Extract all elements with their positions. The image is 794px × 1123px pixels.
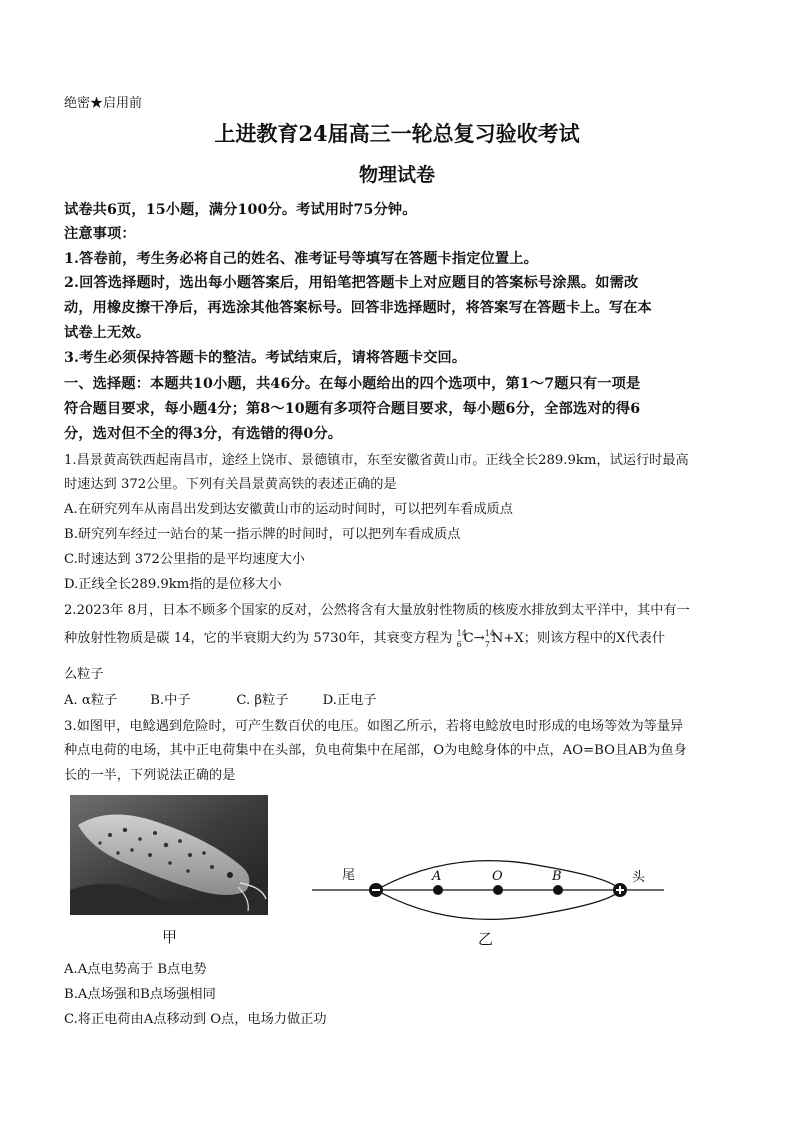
note-3: 3.考生必须保持答题卡的整洁。考试结束后，请将答题卡交回。	[64, 350, 467, 366]
section-1-line-2: 符合题目要求，每小题4分；第8～10题有多项符合题目要求，每小题6分，全部选对的得6	[64, 401, 641, 417]
tail-label: 尾	[342, 868, 356, 883]
q1-option-d: D.正线全长289.9km指的是位移大小	[64, 577, 282, 592]
q1-option-c: C.时速达到 372公里指的是平均速度大小	[64, 552, 305, 567]
nitrogen-isotope-numbers: 14 7	[484, 628, 495, 649]
q3-option-a: A.A点电势高于 B点电势	[64, 962, 207, 977]
carbon-isotope-numbers: 14 6	[456, 628, 467, 649]
q3-stem-line-3: 长的一半，下列说法正确的是	[64, 768, 236, 783]
exam-title: 上进教育24届高三一轮总复习验收考试	[214, 121, 580, 146]
q3-option-b: B.A点场强和B点场强相同	[64, 987, 216, 1002]
section-1-line-3: 分，选对但不全的得3分，有选错的得0分。	[64, 426, 343, 442]
point-o-label: O	[492, 869, 503, 884]
nitrogen-symbol: N	[491, 631, 504, 646]
q1-stem-line-1: 1.昌景黄高铁西起南昌市，途经上饶市、景德镇市，东至安徽省黄山市。正线全长289.9km，试运行时最高	[64, 453, 689, 468]
q3-stem-line-2: 种点电荷的电场，其中正电荷集中在头部，负电荷集中在尾部，O为电鲶身体的中点，AO=BO且AB为鱼身	[64, 743, 687, 758]
q3-option-c: C.将正电荷由A点移动到 O点，电场力做正功	[64, 1012, 327, 1027]
q2-stem-post: ；则该方程中的X代表什	[523, 631, 666, 646]
q1-option-a: A.在研究列车从南昌出发到达安徽黄山市的运动时间时，可以把列车看成质点	[64, 502, 513, 517]
note-1: 1.答卷前，考生务必将自己的姓名、准考证号等填写在答题卡指定位置上。	[64, 251, 538, 267]
figure-yi-label: 乙	[478, 930, 494, 948]
point-b-dot	[553, 885, 563, 895]
carbon-symbol: C	[463, 631, 474, 646]
notes-title: 注意事项：	[64, 226, 136, 242]
q2-stem-line-2	[64, 627, 734, 648]
q2-options	[64, 689, 734, 708]
head-label: 头	[632, 870, 646, 885]
plus-sign-v	[619, 886, 621, 894]
q2-option-c: C. β粒子	[236, 693, 289, 708]
confidential-label: 绝密★启用前	[64, 96, 143, 111]
q1-option-b: B.研究列车经过一站台的某一指示牌的时间时，可以把列车看成质点	[64, 527, 461, 542]
point-b-label: B	[552, 869, 562, 884]
q2-stem-pre: 种放射性物质是碳 14，它的半衰期大约为 5730年，其衰变方程为	[64, 631, 453, 646]
q1-stem-line-2: 时速达到 372公里。下列有关昌景黄高铁的表述正确的是	[64, 477, 397, 492]
minus-sign-icon	[372, 889, 380, 891]
catfish-photo	[70, 795, 268, 915]
point-o-dot	[493, 885, 503, 895]
decay-arrow: →	[473, 631, 485, 646]
exam-summary: 试卷共6页，15小题，满分100分。考试用时75分钟。	[64, 202, 417, 218]
note-2-line-2: 动，用橡皮擦干净后，再选涂其他答案标号。回答非选择题时，将答案写在答题卡上。写在本	[64, 300, 652, 316]
q2-option-a: A. α粒子	[64, 693, 118, 708]
point-a-dot	[433, 885, 443, 895]
figure-jia-label: 甲	[162, 928, 178, 946]
q2-stem-line-1: 2.2023年 8月，日本不顾多个国家的反对，公然将含有大量放射性物质的核废水排放到太平洋中，其中有一	[64, 603, 690, 618]
q2-option-d: D.正电子	[322, 693, 377, 708]
subject-title: 物理试卷	[358, 164, 435, 186]
point-a-label: A	[432, 869, 442, 884]
note-2-line-3: 试卷上无效。	[64, 325, 151, 341]
section-1-line-1: 一、选择题：本题共10小题，共46分。在每小题给出的四个选项中，第1～7题只有一项是	[64, 376, 641, 392]
note-2-line-1: 2.回答选择题时，选出每小题答案后，用铅笔把答题卡上对应题目的答案标号涂黑。如需改	[64, 275, 639, 291]
q2-option-b: B.中子	[150, 693, 191, 708]
q3-stem-line-1: 3.如图甲，电鲶遇到危险时，可产生数百伏的电压。如图乙所示，若将电鲶放电时形成的电场等效为等量异	[64, 719, 684, 734]
equation-rest: +X	[503, 631, 524, 646]
q2-stem-line-3: 么粒子	[64, 667, 104, 682]
